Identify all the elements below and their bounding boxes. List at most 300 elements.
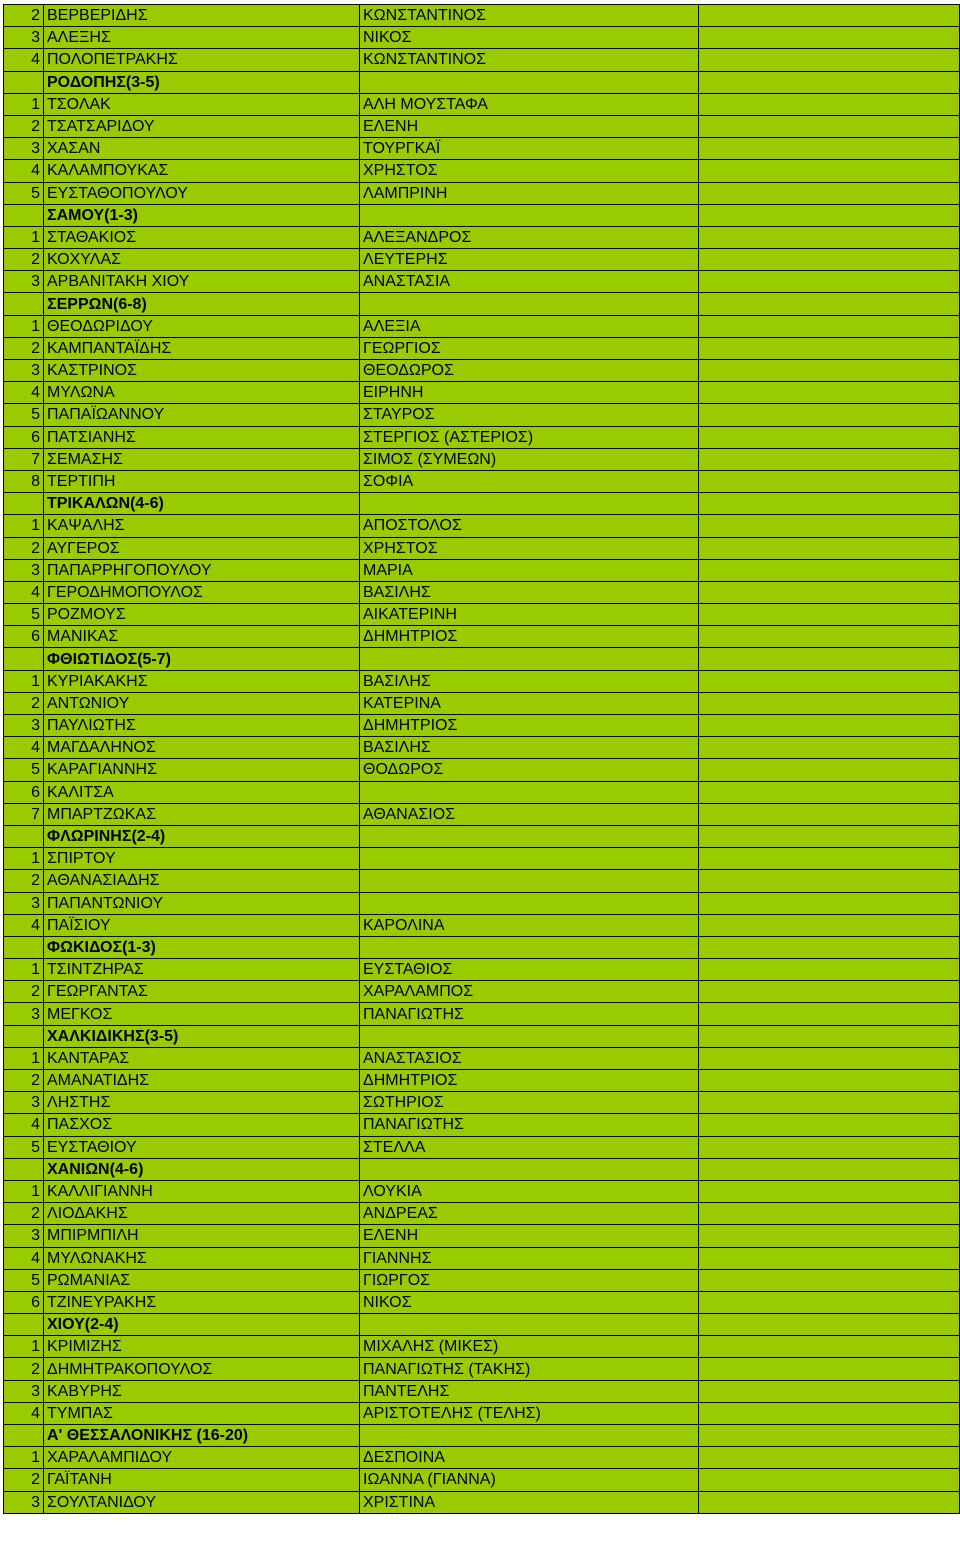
- extra-cell: [699, 1425, 960, 1447]
- table-row: [4, 360, 960, 382]
- surname: ΛΗΣΤΗΣ: [44, 1092, 360, 1114]
- extra-cell: [699, 1491, 960, 1513]
- surname: ΣΕΜΑΣΗΣ: [44, 448, 360, 470]
- surname: ΜΥΛΩΝΑΚΗΣ: [44, 1247, 360, 1269]
- row-number: 3: [4, 715, 44, 737]
- first-name: ΤΟΥΡΓΚΑΪ: [360, 138, 699, 160]
- surname: ΜΑΓΔΑΛΗΝΟΣ: [44, 737, 360, 759]
- surname: ΚΡΙΜΙΖΗΣ: [44, 1336, 360, 1358]
- surname: ΚΑΜΠΑΝΤΑΪΔΗΣ: [44, 337, 360, 359]
- extra-cell: [699, 737, 960, 759]
- table-row: [4, 249, 960, 271]
- surname: ΔΗΜΗΤΡΑΚΟΠΟΥΛΟΣ: [44, 1358, 360, 1380]
- surname: ΜΥΛΩΝΑ: [44, 382, 360, 404]
- table-row: [4, 1092, 960, 1114]
- row-number: 4: [4, 1247, 44, 1269]
- extra-cell: [699, 959, 960, 981]
- row-number: 5: [4, 1269, 44, 1291]
- row-number: 2: [4, 115, 44, 137]
- extra-cell: [699, 936, 960, 958]
- first-name-cell: [360, 936, 699, 958]
- first-name: ΘΕΟΔΩΡΟΣ: [360, 360, 699, 382]
- row-number: 3: [4, 27, 44, 49]
- table-row: [4, 737, 960, 759]
- row-number: 6: [4, 781, 44, 803]
- surname: ΤΣΟΛΑΚ: [44, 93, 360, 115]
- table-row: [4, 1402, 960, 1424]
- row-number-cell: [4, 1314, 44, 1336]
- table-row: [4, 1203, 960, 1225]
- first-name: ΚΑΤΕΡΙΝΑ: [360, 692, 699, 714]
- region-header: ΧΙΟΥ(2-4): [44, 1314, 360, 1336]
- row-number-cell: [4, 1025, 44, 1047]
- extra-cell: [699, 1070, 960, 1092]
- surname: ΠΑΠΑΝΤΩΝΙΟΥ: [44, 892, 360, 914]
- row-number: 8: [4, 470, 44, 492]
- surname: ΚΑΨΑΛΗΣ: [44, 515, 360, 537]
- surname: ΚΥΡΙΑΚΑΚΗΣ: [44, 670, 360, 692]
- region-header-row: [4, 1314, 960, 1336]
- row-number: 3: [4, 138, 44, 160]
- first-name: ΓΕΩΡΓΙΟΣ: [360, 337, 699, 359]
- first-name: ΔΗΜΗΤΡΙΟΣ: [360, 1070, 699, 1092]
- row-number: 5: [4, 182, 44, 204]
- row-number: 3: [4, 1225, 44, 1247]
- row-number: 7: [4, 803, 44, 825]
- extra-cell: [699, 914, 960, 936]
- row-number: 1: [4, 93, 44, 115]
- first-name: ΕΛΕΝΗ: [360, 1225, 699, 1247]
- row-number: 6: [4, 426, 44, 448]
- row-number-cell: [4, 493, 44, 515]
- extra-cell: [699, 49, 960, 71]
- extra-cell: [699, 1092, 960, 1114]
- extra-cell: [699, 1114, 960, 1136]
- row-number: 1: [4, 848, 44, 870]
- extra-cell: [699, 1047, 960, 1069]
- table-row: [4, 382, 960, 404]
- first-name-cell: [360, 648, 699, 670]
- extra-cell: [699, 1158, 960, 1180]
- row-number-cell: [4, 1425, 44, 1447]
- surname: ΚΑΛΙΤΣΑ: [44, 781, 360, 803]
- first-name: ΑΝΑΣΤΑΣΙΑ: [360, 271, 699, 293]
- extra-cell: [699, 825, 960, 847]
- extra-cell: [699, 182, 960, 204]
- first-name: ΛΟΥΚΙΑ: [360, 1180, 699, 1202]
- row-number: 4: [4, 382, 44, 404]
- region-header-row: [4, 1425, 960, 1447]
- row-number: 3: [4, 559, 44, 581]
- extra-cell: [699, 360, 960, 382]
- surname: ΛΙΟΔΑΚΗΣ: [44, 1203, 360, 1225]
- extra-cell: [699, 1025, 960, 1047]
- table-row: [4, 404, 960, 426]
- first-name: ΒΑΣΙΛΗΣ: [360, 737, 699, 759]
- table-row: [4, 1269, 960, 1291]
- region-header-row: [4, 493, 960, 515]
- surname: ΓΕΡΟΔΗΜΟΠΟΥΛΟΣ: [44, 581, 360, 603]
- row-number: 5: [4, 759, 44, 781]
- region-header-row: [4, 936, 960, 958]
- region-header-row: [4, 71, 960, 93]
- row-number: 2: [4, 1469, 44, 1491]
- surname: ΑΘΑΝΑΣΙΑΔΗΣ: [44, 870, 360, 892]
- surname: ΠΑΠΑΡΡΗΓΟΠΟΥΛΟΥ: [44, 559, 360, 581]
- row-number: 1: [4, 1180, 44, 1202]
- extra-cell: [699, 71, 960, 93]
- first-name: ΑΘΑΝΑΣΙΟΣ: [360, 803, 699, 825]
- row-number: 1: [4, 515, 44, 537]
- extra-cell: [699, 293, 960, 315]
- table-row: [4, 981, 960, 1003]
- surname: ΠΑΥΛΙΩΤΗΣ: [44, 715, 360, 737]
- row-number: 5: [4, 404, 44, 426]
- first-name: ΑΝΑΣΤΑΣΙΟΣ: [360, 1047, 699, 1069]
- extra-cell: [699, 626, 960, 648]
- first-name-cell: [360, 493, 699, 515]
- surname: ΒΕΡΒΕΡΙΔΗΣ: [44, 5, 360, 27]
- table-row: [4, 49, 960, 71]
- row-number: 4: [4, 737, 44, 759]
- first-name: ΑΛΕΞΑΝΔΡΟΣ: [360, 226, 699, 248]
- extra-cell: [699, 448, 960, 470]
- row-number: 4: [4, 581, 44, 603]
- extra-cell: [699, 1469, 960, 1491]
- first-name: ΣΩΤΗΡΙΟΣ: [360, 1092, 699, 1114]
- row-number: 4: [4, 49, 44, 71]
- row-number: 3: [4, 1003, 44, 1025]
- first-name-cell: [360, 1158, 699, 1180]
- table-row: [4, 781, 960, 803]
- row-number: 6: [4, 1291, 44, 1313]
- table-row: [4, 226, 960, 248]
- row-number: 2: [4, 1358, 44, 1380]
- row-number: 5: [4, 1136, 44, 1158]
- surname: ΡΩΜΑΝΙΑΣ: [44, 1269, 360, 1291]
- table-row: [4, 138, 960, 160]
- table-row: [4, 160, 960, 182]
- extra-cell: [699, 1247, 960, 1269]
- surname: ΜΕΓΚΟΣ: [44, 1003, 360, 1025]
- extra-cell: [699, 604, 960, 626]
- first-name: ΔΕΣΠΟΙΝΑ: [360, 1447, 699, 1469]
- table-row: [4, 1136, 960, 1158]
- row-number: 2: [4, 537, 44, 559]
- first-name: ΑΙΚΑΤΕΡΙΝΗ: [360, 604, 699, 626]
- first-name: ΧΡΙΣΤΙΝΑ: [360, 1491, 699, 1513]
- first-name: [360, 848, 699, 870]
- surname: ΑΜΑΝΑΤΙΔΗΣ: [44, 1070, 360, 1092]
- first-name: ΣΤΕΛΛΑ: [360, 1136, 699, 1158]
- extra-cell: [699, 27, 960, 49]
- first-name: ΛΑΜΠΡΙΝΗ: [360, 182, 699, 204]
- first-name: ΔΗΜΗΤΡΙΟΣ: [360, 715, 699, 737]
- row-number: 5: [4, 604, 44, 626]
- candidates-table: [3, 4, 960, 1514]
- region-header: ΣΕΡΡΩΝ(6-8): [44, 293, 360, 315]
- extra-cell: [699, 1225, 960, 1247]
- table-row: [4, 1491, 960, 1513]
- first-name: ΓΙΩΡΓΟΣ: [360, 1269, 699, 1291]
- first-name: [360, 892, 699, 914]
- extra-cell: [699, 892, 960, 914]
- first-name-cell: [360, 204, 699, 226]
- extra-cell: [699, 160, 960, 182]
- first-name: ΚΩΝΣΤΑΝΤΙΝΟΣ: [360, 49, 699, 71]
- extra-cell: [699, 404, 960, 426]
- row-number: 2: [4, 249, 44, 271]
- first-name: ΙΩΑΝΝΑ (ΓΙΑΝΝΑ): [360, 1469, 699, 1491]
- table-row: [4, 959, 960, 981]
- extra-cell: [699, 249, 960, 271]
- extra-cell: [699, 870, 960, 892]
- first-name: ΕΛΕΝΗ: [360, 115, 699, 137]
- row-number: 4: [4, 1114, 44, 1136]
- extra-cell: [699, 493, 960, 515]
- extra-cell: [699, 803, 960, 825]
- surname: ΚΑΛΑΜΠΟΥΚΑΣ: [44, 160, 360, 182]
- row-number-cell: [4, 936, 44, 958]
- row-number: 2: [4, 1070, 44, 1092]
- extra-cell: [699, 382, 960, 404]
- table-row: [4, 1003, 960, 1025]
- first-name: ΚΑΡΟΛΙΝΑ: [360, 914, 699, 936]
- table-row: [4, 5, 960, 27]
- first-name: ΣΟΦΙΑ: [360, 470, 699, 492]
- row-number: 2: [4, 692, 44, 714]
- row-number: 4: [4, 1402, 44, 1424]
- first-name: ΕΥΣΤΑΘΙΟΣ: [360, 959, 699, 981]
- table-row: [4, 715, 960, 737]
- region-header: ΡΟΔΟΠΗΣ(3-5): [44, 71, 360, 93]
- first-name: ΒΑΣΙΛΗΣ: [360, 581, 699, 603]
- surname: ΧΑΣΑΝ: [44, 138, 360, 160]
- surname: ΚΑΡΑΓΙΑΝΝΗΣ: [44, 759, 360, 781]
- first-name: ΠΑΝΤΕΛΗΣ: [360, 1380, 699, 1402]
- first-name: ΠΑΝΑΓΙΩΤΗΣ: [360, 1114, 699, 1136]
- table-row: [4, 1247, 960, 1269]
- table-row: [4, 626, 960, 648]
- table-row: [4, 470, 960, 492]
- extra-cell: [699, 559, 960, 581]
- table-row: [4, 182, 960, 204]
- extra-cell: [699, 781, 960, 803]
- extra-cell: [699, 1003, 960, 1025]
- extra-cell: [699, 715, 960, 737]
- extra-cell: [699, 315, 960, 337]
- row-number: 3: [4, 1380, 44, 1402]
- first-name: ΑΠΟΣΤΟΛΟΣ: [360, 515, 699, 537]
- surname: ΠΑΣΧΟΣ: [44, 1114, 360, 1136]
- surname: ΤΕΡΤΙΠΗ: [44, 470, 360, 492]
- first-name: ΛΕΥΤΕΡΗΣ: [360, 249, 699, 271]
- table-row: [4, 1469, 960, 1491]
- table-row: [4, 1358, 960, 1380]
- row-number: 1: [4, 670, 44, 692]
- first-name: ΚΩΝΣΤΑΝΤΙΝΟΣ: [360, 5, 699, 27]
- row-number: 3: [4, 271, 44, 293]
- row-number-cell: [4, 1158, 44, 1180]
- extra-cell: [699, 648, 960, 670]
- extra-cell: [699, 1336, 960, 1358]
- first-name: ΕΙΡΗΝΗ: [360, 382, 699, 404]
- surname: ΑΡΒΑΝΙΤΑΚΗ ΧΙΟΥ: [44, 271, 360, 293]
- row-number: 1: [4, 959, 44, 981]
- table-row: [4, 93, 960, 115]
- first-name: ΣΙΜΟΣ (ΣΥΜΕΩΝ): [360, 448, 699, 470]
- row-number: 4: [4, 160, 44, 182]
- extra-cell: [699, 204, 960, 226]
- extra-cell: [699, 1447, 960, 1469]
- surname: ΓΑΪΤΑΝΗ: [44, 1469, 360, 1491]
- first-name: ΑΛΗ ΜΟΥΣΤΑΦΑ: [360, 93, 699, 115]
- row-number: 2: [4, 5, 44, 27]
- surname: ΠΑΠΑΪΩΑΝΝΟΥ: [44, 404, 360, 426]
- first-name: [360, 781, 699, 803]
- extra-cell: [699, 1269, 960, 1291]
- surname: ΚΑΝΤΑΡΑΣ: [44, 1047, 360, 1069]
- table-row: [4, 537, 960, 559]
- surname: ΘΕΟΔΩΡΙΔΟΥ: [44, 315, 360, 337]
- row-number: 3: [4, 892, 44, 914]
- first-name: ΓΙΑΝΝΗΣ: [360, 1247, 699, 1269]
- surname: ΚΑΣΤΡΙΝΟΣ: [44, 360, 360, 382]
- row-number: 4: [4, 914, 44, 936]
- extra-cell: [699, 1203, 960, 1225]
- table-row: [4, 271, 960, 293]
- extra-cell: [699, 93, 960, 115]
- surname: ΣΤΑΘΑΚΙΟΣ: [44, 226, 360, 248]
- first-name-cell: [360, 293, 699, 315]
- extra-cell: [699, 759, 960, 781]
- row-number: 2: [4, 870, 44, 892]
- table-row: [4, 337, 960, 359]
- table-row: [4, 692, 960, 714]
- extra-cell: [699, 1402, 960, 1424]
- extra-cell: [699, 1314, 960, 1336]
- extra-cell: [699, 1358, 960, 1380]
- extra-cell: [699, 1180, 960, 1202]
- row-number: 1: [4, 1047, 44, 1069]
- extra-cell: [699, 470, 960, 492]
- table-row: [4, 1180, 960, 1202]
- extra-cell: [699, 115, 960, 137]
- row-number: 1: [4, 1336, 44, 1358]
- first-name: ΣΤΕΡΓΙΟΣ (ΑΣΤΕΡΙΟΣ): [360, 426, 699, 448]
- extra-cell: [699, 537, 960, 559]
- extra-cell: [699, 1136, 960, 1158]
- table-row: [4, 1380, 960, 1402]
- row-number: 1: [4, 1447, 44, 1469]
- table-row: [4, 1114, 960, 1136]
- first-name-cell: [360, 825, 699, 847]
- extra-cell: [699, 515, 960, 537]
- table-row: [4, 604, 960, 626]
- table-row: [4, 1225, 960, 1247]
- row-number: 2: [4, 1203, 44, 1225]
- first-name: ΝΙΚΟΣ: [360, 27, 699, 49]
- table-row: [4, 892, 960, 914]
- surname: ΣΠΙΡΤΟΥ: [44, 848, 360, 870]
- row-number: 3: [4, 1491, 44, 1513]
- table-row: [4, 559, 960, 581]
- surname: ΚΟΧΥΛΑΣ: [44, 249, 360, 271]
- region-header: ΦΘΙΩΤΙΔΟΣ(5-7): [44, 648, 360, 670]
- table-row: [4, 848, 960, 870]
- extra-cell: [699, 981, 960, 1003]
- surname: ΕΥΣΤΑΘΟΠΟΥΛΟΥ: [44, 182, 360, 204]
- row-number: 3: [4, 360, 44, 382]
- region-header-row: [4, 1158, 960, 1180]
- region-header: ΦΩΚΙΔΟΣ(1-3): [44, 936, 360, 958]
- first-name-cell: [360, 1314, 699, 1336]
- table-row: [4, 759, 960, 781]
- surname: ΧΑΡΑΛΑΜΠΙΔΟΥ: [44, 1447, 360, 1469]
- surname: ΣΟΥΛΤΑΝΙΔΟΥ: [44, 1491, 360, 1513]
- surname: ΕΥΣΤΑΘΙΟΥ: [44, 1136, 360, 1158]
- surname: ΜΠΑΡΤΖΩΚΑΣ: [44, 803, 360, 825]
- region-header: ΤΡΙΚΑΛΩΝ(4-6): [44, 493, 360, 515]
- first-name: ΔΗΜΗΤΡΙΟΣ: [360, 626, 699, 648]
- surname: ΤΣΑΤΣΑΡΙΔΟΥ: [44, 115, 360, 137]
- first-name: ΘΟΔΩΡΟΣ: [360, 759, 699, 781]
- table-row: [4, 1291, 960, 1313]
- extra-cell: [699, 271, 960, 293]
- extra-cell: [699, 1380, 960, 1402]
- table-row: [4, 27, 960, 49]
- first-name: ΠΑΝΑΓΙΩΤΗΣ: [360, 1003, 699, 1025]
- table-row: [4, 670, 960, 692]
- region-header: ΧΑΛΚΙΔΙΚΗΣ(3-5): [44, 1025, 360, 1047]
- first-name: ΜΙΧΑΛΗΣ (ΜΙΚΕΣ): [360, 1336, 699, 1358]
- row-number: 3: [4, 1092, 44, 1114]
- row-number: 7: [4, 448, 44, 470]
- table-row: [4, 115, 960, 137]
- surname: ΜΑΝΙΚΑΣ: [44, 626, 360, 648]
- surname: ΤΖΙΝΕΥΡΑΚΗΣ: [44, 1291, 360, 1313]
- table-row: [4, 1336, 960, 1358]
- surname: ΠΑΪΣΙΟΥ: [44, 914, 360, 936]
- region-header: ΧΑΝΙΩΝ(4-6): [44, 1158, 360, 1180]
- extra-cell: [699, 426, 960, 448]
- row-number-cell: [4, 293, 44, 315]
- first-name: ΧΡΗΣΤΟΣ: [360, 537, 699, 559]
- extra-cell: [699, 226, 960, 248]
- table-row: [4, 315, 960, 337]
- extra-cell: [699, 692, 960, 714]
- region-header: ΦΛΩΡΙΝΗΣ(2-4): [44, 825, 360, 847]
- surname: ΡΟΖΜΟΥΣ: [44, 604, 360, 626]
- table-row: [4, 515, 960, 537]
- first-name: ΣΤΑΥΡΟΣ: [360, 404, 699, 426]
- extra-cell: [699, 138, 960, 160]
- region-header: ΣΑΜΟΥ(1-3): [44, 204, 360, 226]
- first-name: ΧΑΡΑΛΑΜΠΟΣ: [360, 981, 699, 1003]
- extra-cell: [699, 337, 960, 359]
- surname: ΑΛΕΞΗΣ: [44, 27, 360, 49]
- extra-cell: [699, 1291, 960, 1313]
- row-number-cell: [4, 71, 44, 93]
- first-name: ΑΝΔΡΕΑΣ: [360, 1203, 699, 1225]
- surname: ΓΕΩΡΓΑΝΤΑΣ: [44, 981, 360, 1003]
- table-row: [4, 581, 960, 603]
- surname: ΚΑΒΥΡΗΣ: [44, 1380, 360, 1402]
- region-header: Α' ΘΕΣΣΑΛΟΝΙΚΗΣ (16-20): [44, 1425, 360, 1447]
- region-header-row: [4, 648, 960, 670]
- table-row: [4, 1070, 960, 1092]
- region-header-row: [4, 293, 960, 315]
